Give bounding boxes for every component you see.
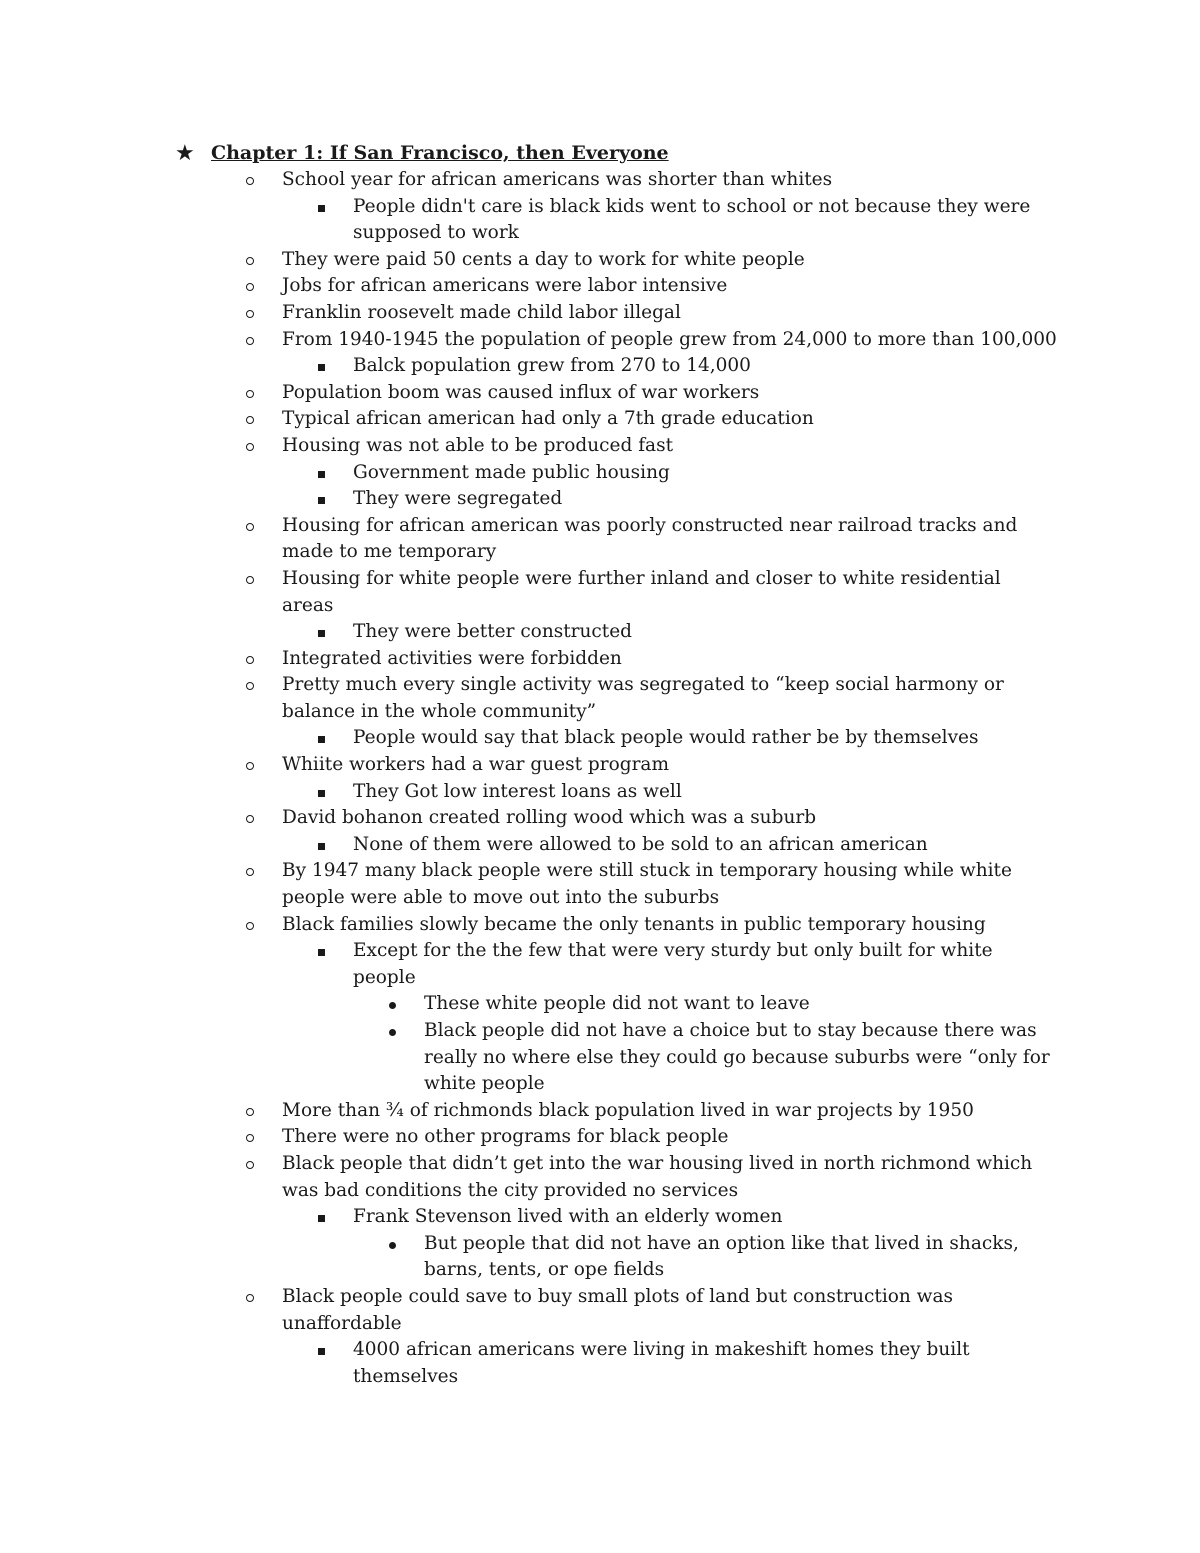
chapter-heading-text: Chapter 1: If San Francisco, then Everyone <box>211 142 669 164</box>
outline-item-text: 4000 african americans were living in makeshift homes they built themselves <box>353 1339 970 1387</box>
outline-item-level-1 <box>282 858 1057 911</box>
outline-item-text: They were paid 50 cents a day to work for white people <box>282 248 805 270</box>
outline-item-text: Jobs for african americans were labor intensive <box>282 275 728 297</box>
outline-item-text: Whiite workers had a war guest program <box>282 754 669 776</box>
hollow-circle-bullet-icon <box>246 646 258 673</box>
outline-item-text: Black families slowly became the only tenants in public temporary housing <box>282 913 986 935</box>
outline-item-text: Balck population grew from 270 to 14,000 <box>353 355 751 377</box>
outline-item-level-2 <box>353 1337 1057 1390</box>
outline-item-text: Integrated activities were forbidden <box>282 647 622 669</box>
outline-item-text: Typical african american had only a 7th grade education <box>282 408 814 430</box>
hollow-circle-bullet-icon <box>246 912 258 939</box>
hollow-circle-bullet-icon <box>246 805 258 832</box>
hollow-circle-bullet-icon <box>246 327 258 354</box>
outline-item-level-1 <box>282 167 1057 194</box>
dot-bullet-icon <box>388 991 400 1018</box>
outline-item-level-1 <box>282 513 1057 566</box>
square-bullet-icon <box>317 1204 329 1231</box>
outline-item-text: Franklin roosevelt made child labor illegal <box>282 301 681 323</box>
hollow-circle-bullet-icon <box>246 513 258 540</box>
outline-item-level-1 <box>282 406 1057 433</box>
outline-item-text: They were better constructed <box>353 621 633 643</box>
square-bullet-icon <box>317 353 329 380</box>
outline-item-level-1 <box>282 1124 1057 1151</box>
outline-item-level-2 <box>353 832 1057 859</box>
outline-item-text: From 1940-1945 the population of people grew from 24,000 to more than 100,000 <box>282 328 1057 350</box>
dot-bullet-icon <box>388 1231 400 1258</box>
outline-item-level-2 <box>353 1204 1057 1231</box>
outline-item-level-1 <box>282 1284 1057 1337</box>
outline-item-text: These white people did not want to leave <box>424 993 810 1015</box>
outline-item-level-2 <box>353 194 1057 247</box>
hollow-circle-bullet-icon <box>246 300 258 327</box>
outline-item-text: School year for african americans was shorter than whites <box>282 169 833 190</box>
outline-item-level-1 <box>282 752 1057 779</box>
hollow-circle-bullet-icon <box>246 858 258 885</box>
outline-item-text: Frank Stevenson lived with an elderly women <box>353 1206 783 1228</box>
square-bullet-icon <box>317 194 329 221</box>
outline-item-text: David bohanon created rolling wood which was a suburb <box>282 807 817 829</box>
hollow-circle-bullet-icon <box>246 1124 258 1151</box>
outline-item-text: They were segregated <box>353 488 563 510</box>
outline-item-level-1 <box>282 1151 1057 1204</box>
hollow-circle-bullet-icon <box>246 1284 258 1311</box>
square-bullet-icon <box>317 460 329 487</box>
outline-item-level-2 <box>353 725 1057 752</box>
outline-item-text: Housing for african american was poorly constructed near railroad tracks and made to me temporary <box>282 514 1018 563</box>
outline-item-level-3 <box>424 1231 1057 1284</box>
outline-item-level-2 <box>353 353 1057 380</box>
hollow-circle-bullet-icon <box>246 672 258 699</box>
chapter-heading <box>175 140 1200 167</box>
outline-item-level-1 <box>282 300 1057 327</box>
outline-item-text: None of them were allowed to be sold to an african american <box>353 833 928 855</box>
square-bullet-icon <box>317 619 329 646</box>
outline-item-text: Housing for white people were further inland and closer to white residential areas <box>282 567 1001 616</box>
square-bullet-icon <box>317 725 329 752</box>
star-bullet-icon: ★ <box>175 141 195 166</box>
hollow-circle-bullet-icon <box>246 380 258 407</box>
square-bullet-icon <box>317 779 329 806</box>
outline-item-level-1 <box>282 327 1057 354</box>
hollow-circle-bullet-icon <box>246 406 258 433</box>
square-bullet-icon <box>317 938 329 965</box>
square-bullet-icon <box>317 486 329 513</box>
outline-item-level-1 <box>282 273 1057 300</box>
outline-item-level-1 <box>282 912 1057 939</box>
outline-item-level-1 <box>282 566 1057 619</box>
outline-item-level-1 <box>282 646 1057 673</box>
hollow-circle-bullet-icon <box>246 566 258 593</box>
outline-item-text: They Got low interest loans as well <box>353 780 682 802</box>
hollow-circle-bullet-icon <box>246 167 258 194</box>
hollow-circle-bullet-icon <box>246 247 258 274</box>
hollow-circle-bullet-icon <box>246 433 258 460</box>
outline-item-level-3 <box>424 1018 1057 1098</box>
outline-item-text: Pretty much every single activity was segregated to “keep social harmony or balance in the whole community” <box>282 674 1004 722</box>
square-bullet-icon <box>317 1337 329 1364</box>
outline-item-level-1 <box>282 805 1057 832</box>
outline-item-text: People would say that black people would rather be by themselves <box>353 727 979 749</box>
hollow-circle-bullet-icon <box>246 1098 258 1125</box>
hollow-circle-bullet-icon <box>246 752 258 779</box>
outline-item-text: Black people that didn’t get into the war housing lived in north richmond which was bad conditions the city provided no services <box>282 1152 1033 1201</box>
outline-item-text: But people that did not have an option like that lived in shacks, barns, tents, or ope fields <box>424 1232 1019 1281</box>
outline-list <box>0 167 1200 1390</box>
outline-item-level-2 <box>353 460 1057 487</box>
outline-item-level-1 <box>282 247 1057 274</box>
outline-item-level-1 <box>282 433 1057 460</box>
outline-item-text: There were no other programs for black people <box>282 1126 729 1148</box>
outline-item-level-1 <box>282 380 1057 407</box>
hollow-circle-bullet-icon <box>246 1151 258 1178</box>
outline-item-text: Black people could save to buy small plots of land but construction was unaffordable <box>282 1285 954 1334</box>
hollow-circle-bullet-icon <box>246 273 258 300</box>
outline-item-text: Housing was not able to be produced fast <box>282 434 674 456</box>
outline-item-text: By 1947 many black people were still stuck in temporary housing while white people were able to move out into the suburbs <box>282 860 1012 909</box>
square-bullet-icon <box>317 832 329 859</box>
outline-item-level-1 <box>282 672 1057 725</box>
outline-item-level-1 <box>282 1098 1057 1125</box>
outline-item-level-2 <box>353 938 1057 991</box>
outline-item-text: Government made public housing <box>353 461 670 483</box>
outline-item-level-2 <box>353 486 1057 513</box>
outline-item-level-2 <box>353 779 1057 806</box>
dot-bullet-icon <box>388 1018 400 1045</box>
outline-item-level-2 <box>353 619 1057 646</box>
outline-item-text: More than ¾ of richmonds black population lived in war projects by 1950 <box>282 1099 974 1121</box>
outline-item-text: Black people did not have a choice but to stay because there was really no where else they could go because suburbs were “only for white people <box>424 1020 1050 1095</box>
outline-item-text: People didn't care is black kids went to school or not because they were supposed to work <box>353 195 1031 244</box>
outline-item-text: Population boom was caused influx of war workers <box>282 381 760 403</box>
outline-item-text: Except for the the few that were very sturdy but only built for white people <box>353 940 993 988</box>
outline-item-level-3 <box>424 991 1057 1018</box>
document-page <box>0 140 1200 1390</box>
